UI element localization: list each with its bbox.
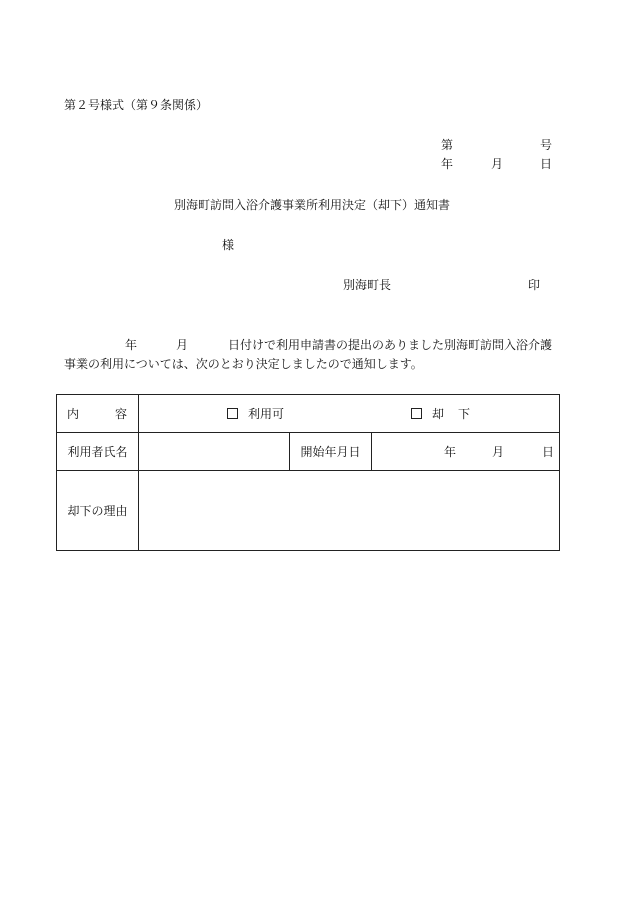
option-reject[interactable] — [411, 407, 470, 421]
content-row — [57, 395, 560, 433]
reason-field[interactable] — [139, 471, 560, 551]
content-label-2: 容 — [115, 406, 128, 421]
form-number: 第２号様式（第９条関係） — [64, 98, 209, 112]
user-name-field[interactable] — [139, 433, 290, 471]
content-label-1: 内 — [67, 406, 80, 421]
start-date-field[interactable] — [372, 433, 560, 471]
start-day: 日 — [542, 444, 555, 459]
reason-label: 却下の理由 — [57, 471, 139, 551]
option-reject-label-2: 下 — [458, 406, 471, 421]
start-date-label: 開始年月日 — [290, 433, 372, 471]
doc-date-month: 月 — [491, 157, 504, 171]
content-label-cell — [57, 395, 139, 433]
doc-number-dai: 第 — [441, 138, 454, 152]
option-reject-label-1: 却 — [432, 406, 445, 421]
option-approve-label: 利用可 — [248, 406, 285, 421]
issuer-seal: 印 — [528, 278, 541, 292]
decision-options-cell — [139, 395, 560, 433]
option-approve[interactable] — [227, 407, 284, 421]
doc-date-year: 年 — [441, 157, 454, 171]
body-line-2: 事業の利用については、次のとおり決定しましたので通知します。 — [64, 357, 423, 371]
body-year: 年 — [125, 338, 138, 352]
start-month: 月 — [492, 444, 505, 459]
checkbox-reject[interactable] — [411, 408, 422, 419]
addressee-suffix: 様 — [222, 238, 235, 252]
doc-date-day: 日 — [540, 157, 553, 171]
body-line-1: 日付けで利用申請書の提出のありました別海町訪問入浴介護 — [228, 338, 553, 352]
decision-table — [56, 394, 560, 551]
document-title: 別海町訪問入浴介護事業所利用決定（却下）通知書 — [174, 198, 451, 212]
doc-number-go: 号 — [540, 138, 553, 152]
issuer-name: 別海町長 — [343, 278, 392, 292]
user-row — [57, 433, 560, 471]
body-month: 月 — [176, 338, 189, 352]
reason-row — [57, 471, 560, 551]
start-year: 年 — [444, 444, 457, 459]
user-name-label: 利用者氏名 — [57, 433, 139, 471]
checkbox-approve[interactable] — [227, 408, 238, 419]
